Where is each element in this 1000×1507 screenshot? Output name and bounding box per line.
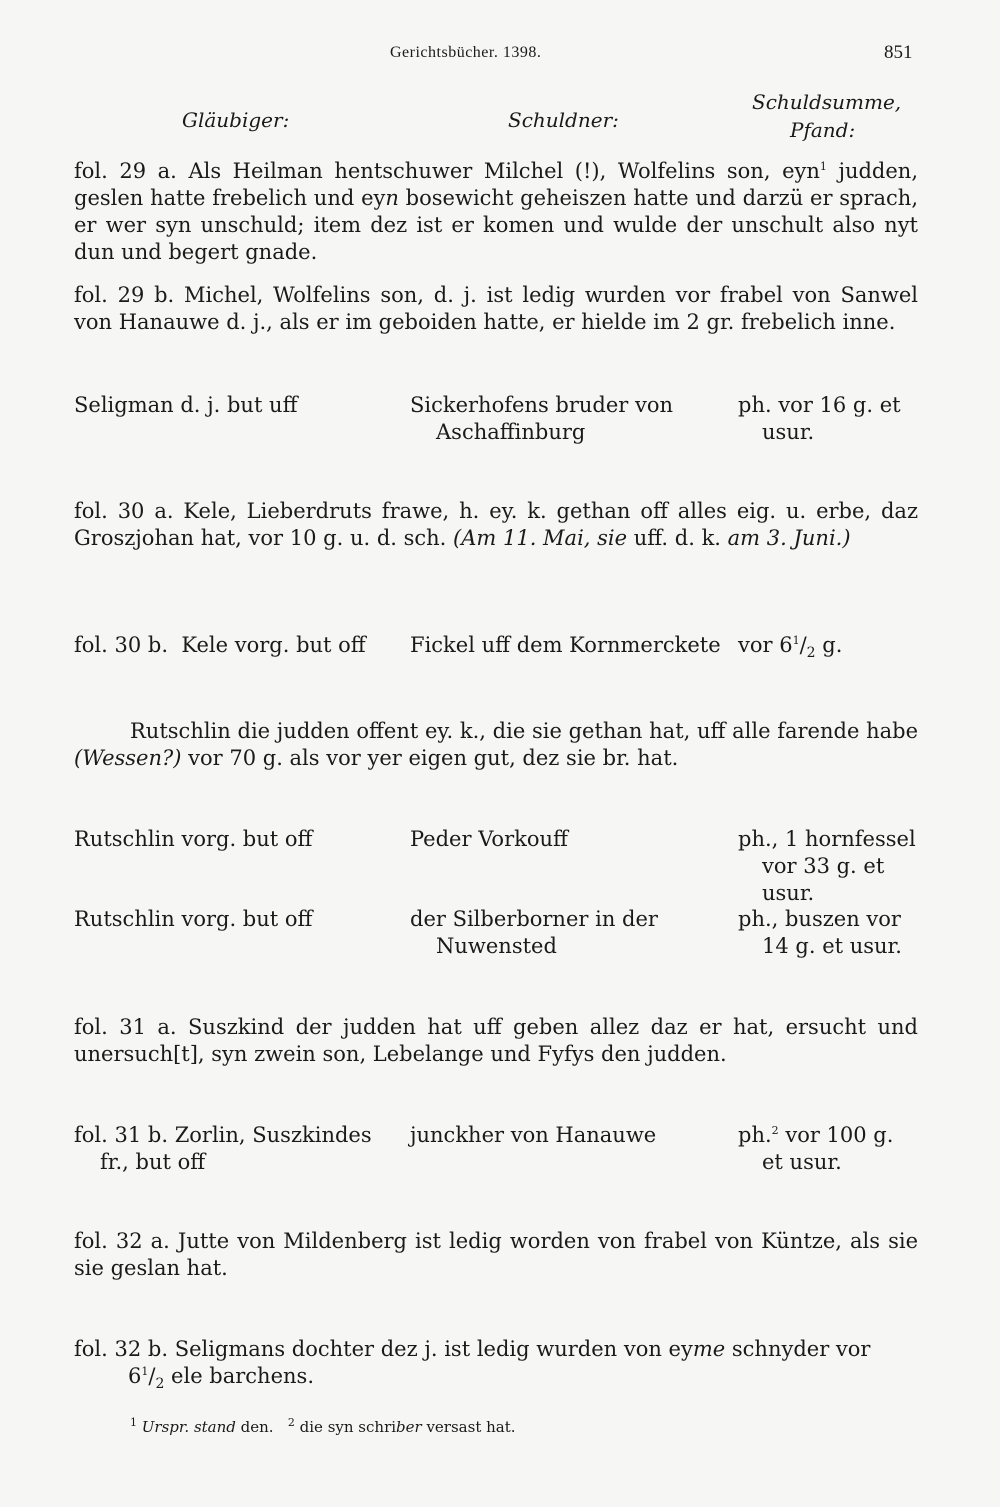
entry-text: Seligmans dochter dez j. ist ledig wurden von eyme schnyder vor (174, 1337, 871, 1361)
entry-fol-29b (74, 282, 918, 336)
column-heading-creditor: Gläubiger: (182, 108, 290, 132)
folio-label: fol. 31 b. (74, 1123, 168, 1147)
creditor-rutschlin-2: Rutschlin vorg. but off (74, 907, 313, 931)
footnote-marker: 2 (771, 1124, 779, 1137)
entry-fol-32b: fol. 32 b. Seligmans dochter dez j. ist ledig wurden von eyme schnyder vor $6^1/_2$ ele barchens. (74, 1337, 871, 1393)
folio-label: fol. 32 a. (74, 1229, 170, 1253)
folio-label: fol. 32 b. (74, 1337, 168, 1361)
debtor-fickel: Fickel uff dem Kornmerckete (410, 633, 721, 657)
creditor-rutschlin-1: Rutschlin vorg. but off (74, 827, 313, 851)
entry-fol-29a (74, 158, 918, 266)
sum-seligman: ph. vor 16 g. et usur. (738, 393, 901, 444)
sum-rutschlin-2: ph., buszen vor 14 g. et usur. (738, 907, 902, 958)
sum-zorlin: ph.$^2$ vor 100 g. et usur. (738, 1123, 894, 1174)
footnotes: $^1$ Urspr. stand den. $^2$ die syn schriber versast hat. (130, 1416, 516, 1436)
entry-text: Kele, Lieberdruts frawe, h. ey. k. gethan off alles eig. u. erbe, daz Groszjohan hat, vor 10 g. u. d. sch. (Am 11. Mai, sie uff. d. k. am 3. Juni.) (74, 499, 919, 550)
footnote-2-marker: 2 (287, 1416, 295, 1429)
sum-rutschlin-1: ph., 1 hornfessel vor 33 g. et usur. (738, 827, 916, 905)
footnote-1-marker: 1 (130, 1416, 137, 1429)
folio-label: fol. 29 a. (74, 159, 177, 183)
entry-fol-31b: fol. 31 b. Zorlin, Suszkindes fr., but off (74, 1123, 372, 1174)
debtor-junckher: junckher von Hanauwe (410, 1123, 657, 1147)
entry-text: Michel, Wolfelins son, d. j. ist ledig wurden vor frabel von Sanwel von Hanauwe d. j., als er im geboiden hatte, er hielde im 2 gr. frebelich inne. (74, 283, 918, 334)
entry-fol-31a (74, 1014, 918, 1068)
folio-label: fol. 30 b. (74, 633, 168, 657)
entry-text: Als Heilman hentschuwer Milchel (!), Wolfelins son, eyn$^1$ judden, geslen hatte frebelich und eyn bosewicht geheiszen hatte und darzü er sprach, er wer syn unschuld; item dez ist er komen und wulde der unschult also nyt dun und begert gnade. (74, 159, 919, 264)
footnote-1-italic: Urspr. stand (141, 1418, 236, 1436)
debtor-sickerhofens: Sickerhofens bruder von Aschaffinburg (410, 393, 674, 444)
folio-label: fol. 31 a. (74, 1015, 177, 1039)
entry-text: Suszkind der judden hat uff geben allez daz er hat, ersucht und unersuch[t], syn zwein son, Lebelange und Fyfys den judden. (74, 1015, 918, 1066)
creditor-kele: Kele vorg. but off (181, 633, 366, 657)
folio-label: fol. 30 a. (74, 499, 174, 523)
footnote-1-text: den. (235, 1418, 274, 1436)
sum-kele: vor $6^1/_2$ g. (738, 633, 843, 662)
entry-fol-32a (74, 1228, 918, 1282)
column-heading-pledge: Pfand: (790, 118, 856, 142)
entry-text: Jutte von Mildenberg ist ledig worden von frabel von Küntze, als sie sie geslan hat. (74, 1229, 919, 1280)
entry-fol-30a (74, 498, 918, 552)
entry-fol-30b (74, 632, 366, 659)
folio-label: fol. 29 b. (74, 283, 175, 307)
page-number: 851 (884, 42, 913, 63)
footnote-marker: 1 (819, 160, 827, 173)
debtor-vorkouff: Peder Vorkouff (410, 827, 568, 851)
rutschlin-paragraph: Rutschlin die judden offent ey. k., die sie gethan hat, uff alle farende habe (Wessen?) vor 70 g. als vor yer eigen gut, dez sie br. hat. (74, 719, 918, 770)
running-title: Gerichtsbücher. 1398. (390, 44, 542, 61)
debtor-silberborner: der Silberborner in der Nuwensted (410, 907, 658, 958)
column-heading-sum: Schuldsumme, (752, 90, 902, 114)
creditor-seligman: Seligman d. j. but uff (74, 393, 298, 417)
column-heading-debtor: Schuldner: (508, 108, 619, 132)
